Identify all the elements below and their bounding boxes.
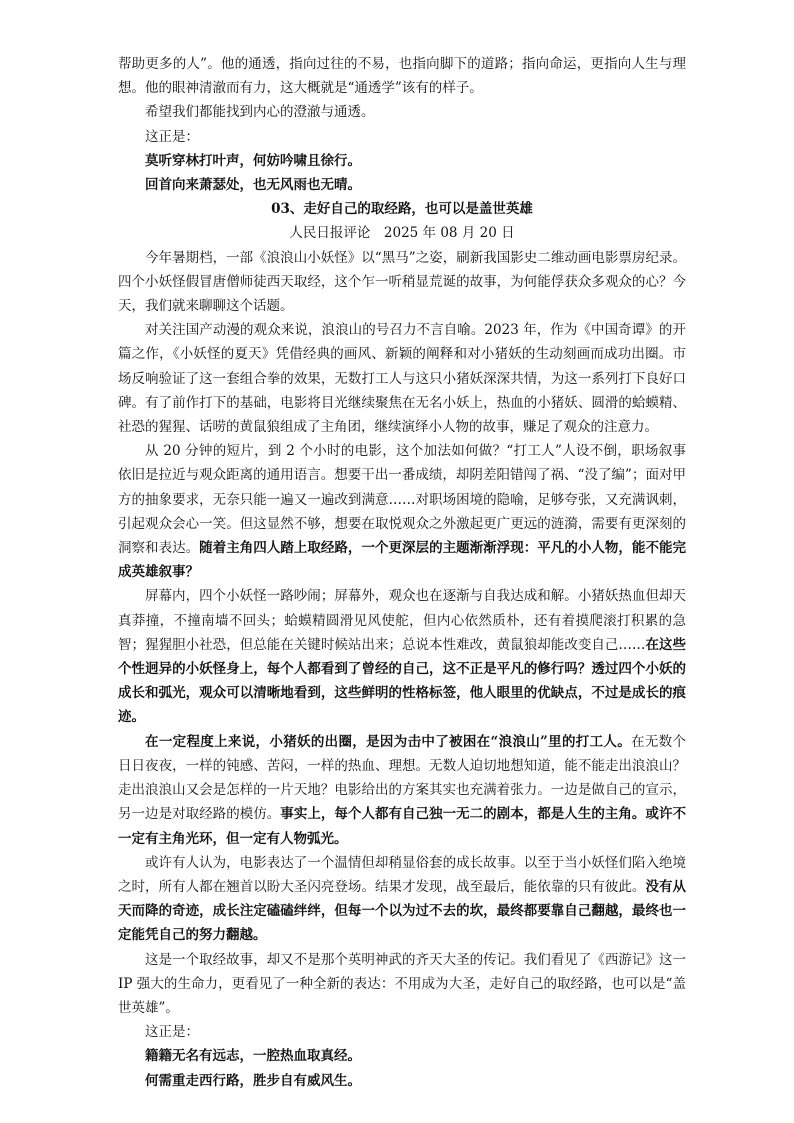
paragraph-text: 从 20 分钟的短片，到 2 个小时的电影，这个加法如何做？“打工人”人设不倒，职场叙事依旧是拉近与观众距离的通用语言。想要干出一番成绩，却阴差阳错闯了祸、“没了编”；面对甲方的抽象要求，无奈只能一遍又一遍改到满意……对职场困境的隐喻，足够夸张，又充满讽刺，引起观众会心一笑。但这显然不够，想要在取悦观众之外激起更广更远的涟漪，需要有更深刻的洞察和表达。 (118, 443, 686, 557)
paragraph (118, 439, 686, 584)
emphasis-text: 没有从天而降的奇迹，成长注定磕磕绊绊，但每一个以为过不去的坎，最终都要靠自己翻越，最终也一定能凭自己的努力翻越。 (118, 878, 687, 944)
paragraph-text: 或许有人认为，电影表达了一个温情但却稍显俗套的成长故事。以至于当小妖怪们陷入绝境之时，所有人都在翘首以盼大圣闪亮登场。结果才发现，战至最后，能依靠的只有彼此。 (118, 854, 686, 895)
paragraph-text: 屏幕内，四个小妖怪一路吵闹；屏幕外，观众也在逐渐与自我达成和解。小猪妖热血但却天真莽撞，不撞南墙不回头；蛤蟆精圆滑见风使舵，但内心依然质朴，还有着摸爬滚打积累的急智；猩猩胆小社恐，但总能在关键时候站出来；总说本性难改，黄鼠狼却能改变自己…… (118, 588, 686, 653)
paragraph: 这是一个取经故事，却又不是那个英明神武的齐天大圣的传记。我们看见了《西游记》这一 IP 强大的生命力，更看见了一种全新的表达：不用成为大圣，走好自己的取经路，也可以是“盖世英雄”。 (118, 951, 686, 1016)
paragraph (118, 730, 686, 851)
paragraph: 这正是： (145, 1024, 199, 1041)
article-title: 03、走好自己的取经路，也可以是盖世英雄 (271, 201, 533, 218)
poem-line: 何需重走西行路，胜步自有威风生。 (145, 1072, 361, 1089)
paragraph: 帮助更多的人”。他的通透，指向过往的不易，也指向脚下的道路；指向命运，更指向人生与理想。他的眼神清澈而有力，这大概就是“通透学”该有的样子。 (118, 56, 686, 97)
poem-line: 回首向来萧瑟处，也无风雨也无晴。 (145, 177, 361, 194)
paragraph (118, 851, 686, 948)
emphasis-text: 在这些个性迥异的小妖怪身上，每个人都看到了曾经的自己，这不正是平凡的修行吗？透过四个小妖的成长和弧光，观众可以清晰地看到，这些鲜明的性格标签，他人眼里的优缺点，不过是成长的痕迹。 (118, 636, 687, 726)
paragraph (118, 584, 686, 729)
emphasis-text: 在一定程度上来说，小猪妖的出圈，是因为击中了被困在“浪浪山”里的打工人。 (145, 733, 632, 750)
emphasis-text: 随着主角四人踏上取经路，一个更深层的主题渐渐浮现：平凡的小人物，能不能完成英雄叙事？ (118, 540, 687, 581)
paragraph: 今年暑期档，一部《浪浪山小妖怪》以“黑马”之姿，刷新我国影史二维动画电影票房纪录。四个小妖怪假冒唐僧师徒西天取经，这个乍一听稍显荒诞的故事，为何能俘获众多观众的心？今天，我们就来聊聊这个话题。 (118, 249, 686, 315)
paragraph: 希望我们都能找到内心的澄澈与通透。 (145, 104, 375, 121)
poem-line: 莫听穿林打叶声，何妨吟啸且徐行。 (145, 152, 361, 169)
paragraph: 这正是： (145, 128, 199, 145)
byline: 人民日报评论 2025 年 08 月 20 日 (289, 225, 515, 242)
document-page (118, 52, 686, 1093)
emphasis-text: 事实上，每个人都有自己独一无二的剧本，都是人生的主角。或许不一定有主角光环，但一定有人物弧光。 (118, 806, 687, 847)
poem-line: 籍籍无名有远志，一腔热血取真经。 (145, 1048, 361, 1065)
paragraph: 对关注国产动漫的观众来说，浪浪山的号召力不言自喻。2023 年，作为《中国奇谭》的开篇之作，《小妖怪的夏天》凭借经典的画风、新颖的阐释和对小猪妖的生动刻画而成功出圈。市场反响验证了这一套组合拳的效果，无数打工人与这只小猪妖深深共情，为这一系列打下良好口碑。有了前作打下的基础，电影将目光继续聚焦在无名小妖上，热血的小猪妖、圆滑的蛤蟆精、社恐的猩猩、话唠的黄鼠狼组成了主角团，继续演绎小人物的故事，赚足了观众的注意力。 (118, 322, 686, 436)
paragraph-text: 在无数个日日夜夜，一样的钝感、苦闷，一样的热血、理想。无数人迫切地想知道，能不能走出浪浪山？走出浪浪山又会是怎样的一片天地？电影给出的方案其实也充满着张力。一边是做自己的宣示，另一边是对取经路的模仿。 (118, 733, 687, 823)
